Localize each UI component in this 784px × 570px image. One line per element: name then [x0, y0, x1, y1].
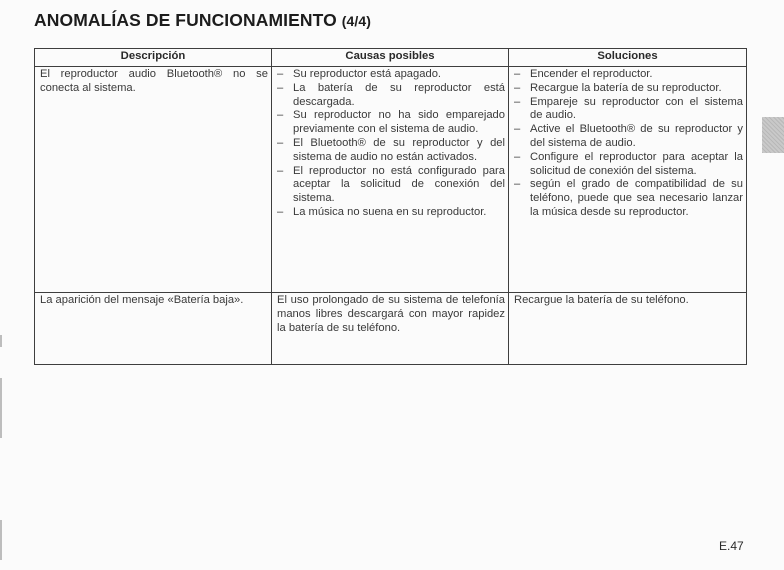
header-solutions: Soluciones — [509, 49, 747, 67]
cause-item: – Su reproductor está apagado. — [277, 68, 505, 82]
solution-item: – Encender el reproductor. — [514, 68, 743, 82]
margin-mark — [0, 520, 2, 560]
row-2-solutions: Recargue la batería de su teléfono. — [509, 293, 747, 365]
page-title — [34, 10, 371, 31]
troubleshooting-table — [34, 48, 747, 365]
row-1-solutions — [509, 67, 747, 293]
solution-item: – Configure el reproductor para aceptar la solicitud de conexión del sistema. — [514, 151, 743, 179]
solution-item: – Recargue la batería de su reproductor. — [514, 82, 743, 96]
row-2-causes: El uso prolongado de su sistema de telefonía manos libres descargará con mayor rapidez la batería de su teléfono. — [272, 293, 509, 365]
margin-mark — [0, 378, 2, 438]
solution-item: – según el grado de compatibilidad de su teléfono, puede que sea necesario lanzar la música desde su reproductor. — [514, 178, 743, 219]
cause-item: – Su reproductor no ha sido emparejado previamente con el sistema de audio. — [277, 109, 505, 137]
cause-item: – El reproductor no está configurado para aceptar la solicitud de conexión del sistema. — [277, 165, 505, 206]
causes-list — [277, 68, 505, 220]
section-tab-marker — [762, 117, 784, 153]
table-row — [35, 293, 747, 365]
row-1-causes — [272, 67, 509, 293]
cause-item: – La batería de su reproductor está descargada. — [277, 82, 505, 110]
header-description: Descripción — [35, 49, 272, 67]
table-header-row — [35, 49, 747, 67]
cause-item: – El Bluetooth® de su reproductor y del sistema de audio no están activados. — [277, 137, 505, 165]
solution-item: – Active el Bluetooth® de su reproductor y del sistema de audio. — [514, 123, 743, 151]
page-number: E.47 — [719, 539, 744, 553]
margin-mark — [0, 335, 2, 347]
page-title-part: (4/4) — [341, 13, 372, 29]
header-causes: Causas posibles — [272, 49, 509, 67]
row-2-description: La aparición del mensaje «Batería baja». — [35, 293, 272, 365]
solutions-list — [514, 68, 743, 220]
table-row — [35, 67, 747, 293]
page-title-text: ANOMALÍAS DE FUNCIONAMIENTO — [34, 10, 337, 30]
solution-item: – Empareje su reproductor con el sistema de audio. — [514, 96, 743, 124]
cause-item: – La música no suena en su reproductor. — [277, 206, 505, 220]
row-1-description: El reproductor audio Bluetooth® no se conecta al sistema. — [35, 67, 272, 293]
